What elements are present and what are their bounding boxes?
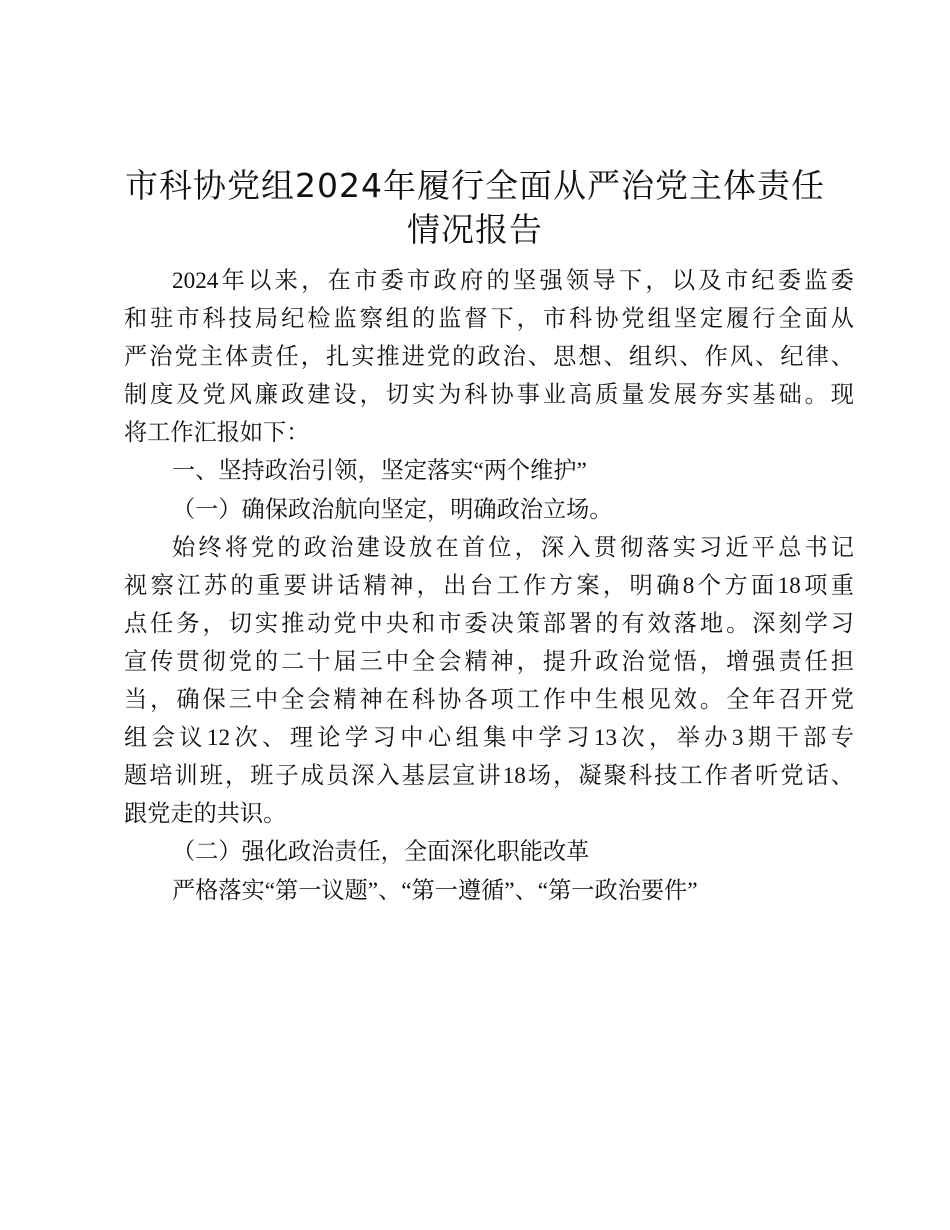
text-line: 组会议12次、理论学习中心组集中学习13次，举办3期干部专 (124, 725, 854, 752)
text-line: 始终将党的政治建设放在首位，深入贯彻落实习近平总书记 (172, 534, 854, 561)
text-line: 点任务，切实推动党中央和市委决策部署的有效落地。深刻学习 (124, 610, 854, 637)
text-line: 严治党主体责任，扎实推进党的政治、思想、组织、作风、纪律、 (124, 344, 854, 371)
text-line: 制度及党风廉政建设，切实为科协事业高质量发展夯实基础。现 (124, 382, 854, 409)
section-heading-1 (124, 452, 854, 490)
document-title-line-1: 市科协党组2024年履行全面从严治党主体责任 (125, 166, 825, 205)
text-line: （二）强化政治责任，全面深化职能改革 (172, 839, 590, 866)
text-line: （一）确保政治航向坚定，明确政治立场。 (172, 496, 613, 523)
text-line: 视察江苏的重要讲话精神，出台工作方案，明确8个方面18项重 (124, 572, 854, 599)
intro-paragraph (124, 262, 854, 452)
text-line: 题培训班，班子成员深入基层宣讲18场，凝聚科技工作者听党话、 (124, 763, 854, 790)
document-body (124, 262, 854, 910)
subheading-2 (124, 833, 854, 871)
text-line: 严格落实“第一议题”、“第一遵循”、“第一政治要件” (172, 877, 698, 904)
text-line: 将工作汇报如下： (124, 420, 310, 447)
subheading-1 (124, 491, 854, 529)
document-title-line-2: 情况报告 (407, 210, 543, 249)
text-line: 宣传贯彻党的二十届三中全会精神，提升政治觉悟，增强责任担 (124, 648, 854, 675)
text-line: 跟党走的共识。 (124, 801, 287, 828)
text-line: 和驻市科技局纪检监察组的监督下，市科协党组坚定履行全面从 (124, 306, 854, 333)
body-paragraph-2 (124, 872, 854, 910)
body-paragraph-1 (124, 529, 854, 834)
text-line: 2024年以来，在市委市政府的坚强领导下，以及市纪委监委 (172, 268, 854, 294)
text-line: 当，确保三中全会精神在科协各项工作中生根见效。全年召开党 (124, 687, 854, 714)
text-line: 一、坚持政治引领，坚定落实“两个维护” (172, 458, 587, 485)
